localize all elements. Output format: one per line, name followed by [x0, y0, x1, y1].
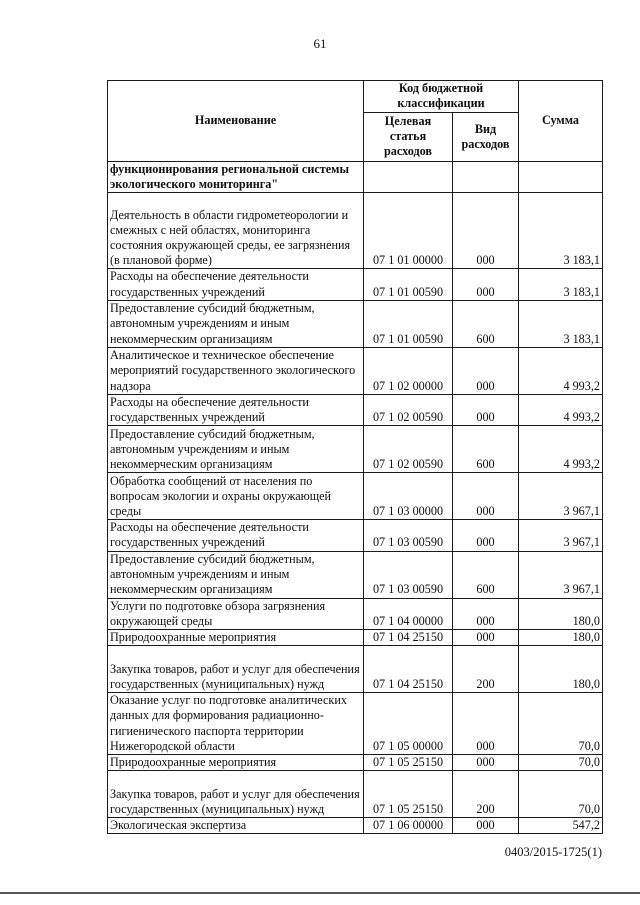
row-target-code: 07 1 02 00590 — [364, 394, 453, 425]
row-name: Расходы на обеспечение деятельности государственных учреждений — [108, 269, 364, 300]
row-expense-type: 600 — [453, 426, 519, 473]
table-row — [108, 520, 603, 551]
header-name: Наименование — [108, 81, 364, 162]
table-row — [108, 551, 603, 598]
row-amount: 4 993,2 — [519, 347, 603, 394]
table-row — [108, 646, 603, 693]
row-amount: 547,2 — [519, 818, 603, 834]
row-target-code: 07 1 01 00590 — [364, 300, 453, 347]
row-name: Предоставление субсидий бюджетным, автономным учреждениям и иным некоммерческим организациям — [108, 551, 364, 598]
table-row — [108, 426, 603, 473]
row-target-code: 07 1 02 00000 — [364, 347, 453, 394]
row-name: Природоохранные мероприятия — [108, 755, 364, 771]
table-row — [108, 771, 603, 818]
row-target-code: 07 1 03 00590 — [364, 520, 453, 551]
row-target-code: 07 1 02 00590 — [364, 426, 453, 473]
table-row — [108, 394, 603, 425]
row-expense-type: 000 — [453, 269, 519, 300]
row-amount: 3 967,1 — [519, 473, 603, 520]
header-target-article: Целевая статья расходов — [364, 112, 453, 161]
row-amount: 180,0 — [519, 646, 603, 693]
row-amount: 3 967,1 — [519, 520, 603, 551]
row-target-code: 07 1 05 00000 — [364, 693, 453, 755]
row-name: Закупка товаров, работ и услуг для обеспечения государственных (муниципальных) нужд — [108, 646, 364, 693]
row-name: Услуги по подготовке обзора загрязнения окружающей среды — [108, 598, 364, 629]
row-amount: 180,0 — [519, 598, 603, 629]
table-row — [108, 162, 603, 193]
row-expense-type: 000 — [453, 598, 519, 629]
row-target-code: 07 1 03 00590 — [364, 551, 453, 598]
row-expense-type: 000 — [453, 693, 519, 755]
row-amount — [519, 162, 603, 193]
row-expense-type: 000 — [453, 818, 519, 834]
row-expense-type: 000 — [453, 630, 519, 646]
row-name: Деятельность в области гидрометеорологии и смежных с ней областях, мониторинга состояния окружающей среды, ее загрязнения (в плановой форме) — [108, 193, 364, 269]
row-target-code — [364, 162, 453, 193]
row-target-code: 07 1 04 25150 — [364, 646, 453, 693]
row-name: Предоставление субсидий бюджетным, автономным учреждениям и иным некоммерческим организациям — [108, 300, 364, 347]
row-amount: 4 993,2 — [519, 394, 603, 425]
row-expense-type: 000 — [453, 193, 519, 269]
row-expense-type: 600 — [453, 551, 519, 598]
table-row — [108, 193, 603, 269]
table-row — [108, 269, 603, 300]
row-name: Аналитическое и техническое обеспечение мероприятий государственного экологического надзора — [108, 347, 364, 394]
row-name: Экологическая экспертиза — [108, 818, 364, 834]
row-expense-type: 000 — [453, 755, 519, 771]
row-name: Природоохранные мероприятия — [108, 630, 364, 646]
page-number: 61 — [313, 36, 327, 51]
table-row — [108, 818, 603, 834]
row-expense-type: 600 — [453, 300, 519, 347]
table-row — [108, 300, 603, 347]
header-code-group: Код бюджетной классификации — [364, 81, 519, 113]
row-name: Закупка товаров, работ и услуг для обеспечения государственных (муниципальных) нужд — [108, 771, 364, 818]
row-target-code: 07 1 01 00000 — [364, 193, 453, 269]
row-name: Расходы на обеспечение деятельности государственных учреждений — [108, 394, 364, 425]
budget-table — [107, 80, 603, 834]
scan-edge-line — [0, 892, 640, 894]
table-row — [108, 755, 603, 771]
row-expense-type: 000 — [453, 347, 519, 394]
row-amount: 180,0 — [519, 630, 603, 646]
row-amount: 3 183,1 — [519, 269, 603, 300]
row-amount: 70,0 — [519, 771, 603, 818]
row-target-code: 07 1 06 00000 — [364, 818, 453, 834]
row-name: Оказание услуг по подготовке аналитических данных для формирования радиационно-гигиенического паспорта территории Нижегородской области — [108, 693, 364, 755]
row-amount: 4 993,2 — [519, 426, 603, 473]
row-expense-type: 200 — [453, 771, 519, 818]
header-expense-type: Вид расходов — [453, 112, 519, 161]
row-expense-type: 000 — [453, 520, 519, 551]
table-row — [108, 630, 603, 646]
row-amount: 70,0 — [519, 755, 603, 771]
row-target-code: 07 1 01 00590 — [364, 269, 453, 300]
row-expense-type: 200 — [453, 646, 519, 693]
row-amount: 3 967,1 — [519, 551, 603, 598]
row-expense-type — [453, 162, 519, 193]
table-row — [108, 347, 603, 394]
header-amount: Сумма — [519, 81, 603, 162]
row-name: функционирования региональной системы экологического мониторинга" — [108, 162, 364, 193]
row-target-code: 07 1 04 00000 — [364, 598, 453, 629]
row-name: Обработка сообщений от населения по вопросам экологии и охраны окружающей среды — [108, 473, 364, 520]
table-row — [108, 598, 603, 629]
table-body — [108, 162, 603, 834]
row-amount: 3 183,1 — [519, 300, 603, 347]
table-header — [108, 81, 603, 162]
row-name: Предоставление субсидий бюджетным, автономным учреждениям и иным некоммерческим организациям — [108, 426, 364, 473]
row-target-code: 07 1 04 25150 — [364, 630, 453, 646]
row-target-code: 07 1 03 00000 — [364, 473, 453, 520]
row-expense-type: 000 — [453, 473, 519, 520]
document-code: 0403/2015-1725(1) — [504, 845, 602, 859]
row-expense-type: 000 — [453, 394, 519, 425]
row-target-code: 07 1 05 25150 — [364, 755, 453, 771]
row-name: Расходы на обеспечение деятельности государственных учреждений — [108, 520, 364, 551]
table-row — [108, 473, 603, 520]
row-amount: 70,0 — [519, 693, 603, 755]
row-target-code: 07 1 05 25150 — [364, 771, 453, 818]
row-amount: 3 183,1 — [519, 193, 603, 269]
table-row — [108, 693, 603, 755]
